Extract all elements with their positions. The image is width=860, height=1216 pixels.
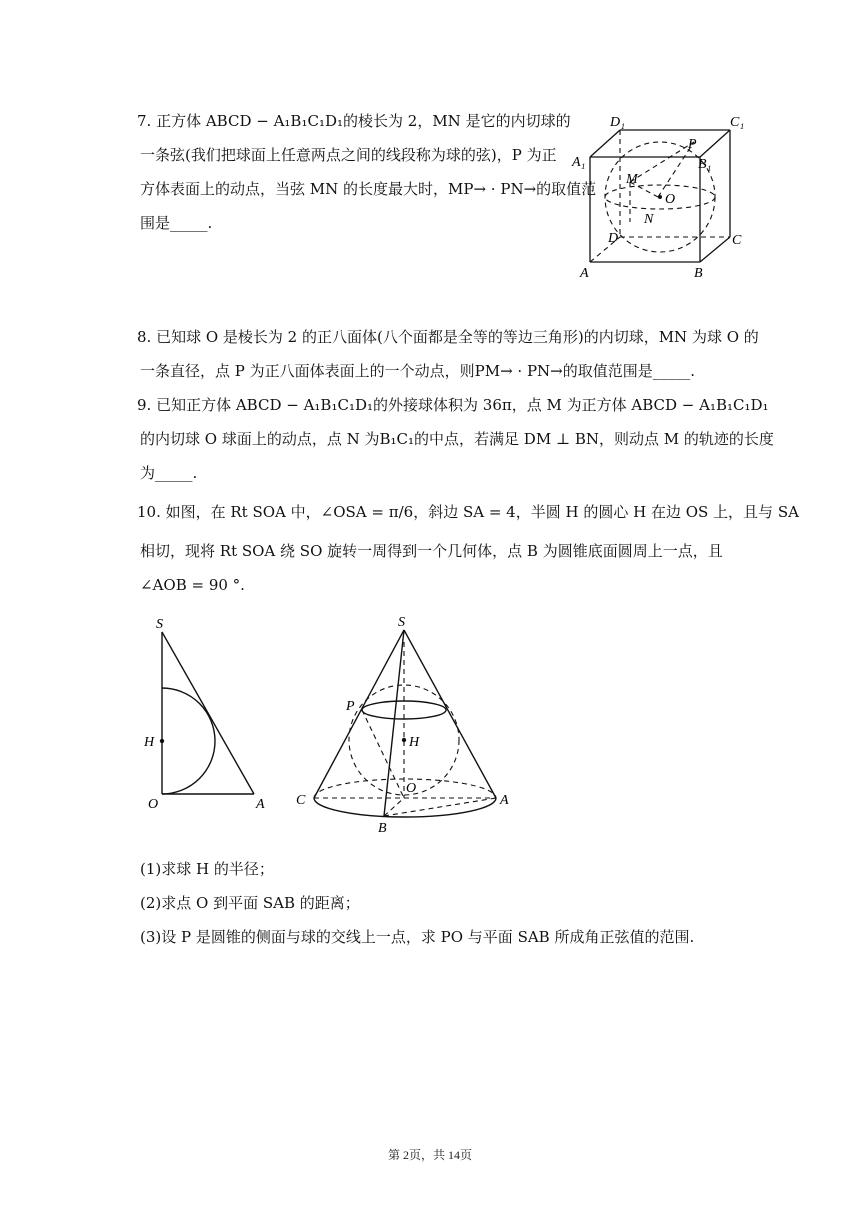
triangle-figure	[140, 612, 280, 812]
q10-line3: ∠AOB = 90 °.	[140, 576, 245, 594]
cube-label-C1: C₁	[730, 115, 745, 130]
cube-label-P: P	[688, 137, 697, 152]
cone-label-B: B	[378, 821, 387, 836]
cube-label-M: M	[626, 172, 638, 187]
cube-label-B: B	[694, 266, 703, 281]
tri-label-S: S	[156, 617, 163, 632]
q7-line1: 7. 正方体 ABCD − A₁B₁C₁D₁的棱长为 2，MN 是它的内切球的	[137, 112, 571, 130]
q10-sub2: (2)求点 O 到平面 SAB 的距离；	[140, 894, 360, 912]
cube-label-D1: D₁	[610, 115, 625, 130]
cube-label-A: A	[580, 266, 589, 281]
tri-label-A: A	[256, 797, 265, 812]
cone-label-P: P	[346, 699, 355, 714]
cone-figure	[290, 612, 530, 837]
cube-label-C: C	[732, 233, 742, 248]
q10-line2: 相切，现将 Rt SOA 绕 SO 旋转一周得到一个几何体，点 B 为圆锥底面圆周上一点，且	[140, 542, 723, 560]
cone-label-C: C	[296, 793, 306, 808]
cone-label-S: S	[398, 615, 405, 630]
q8-line1: 8. 已知球 O 是棱长为 2 的正八面体(八个面都是全等的等边三角形)的内切球，MN 为球 O 的	[137, 328, 759, 346]
q9-line3: 为_____.	[140, 464, 198, 482]
q7-line2: 一条弦(我们把球面上任意两点之间的线段称为球的弦)，P 为正	[140, 146, 557, 164]
q8-line2: 一条直径，点 P 为正八面体表面上的一个动点，则PM→ · PN→的取值范围是_____.	[140, 362, 696, 380]
cone-label-A: A	[500, 793, 509, 808]
cube-label-B1: B₁	[698, 157, 712, 172]
cube-label-D: D	[608, 231, 619, 246]
tri-label-H: H	[144, 735, 155, 750]
page-footer: 第 2页，共 14页	[387, 1148, 472, 1162]
cube-figure	[570, 112, 760, 287]
cone-label-O: O	[406, 781, 417, 796]
cube-label-N: N	[644, 212, 654, 227]
q9-line1: 9. 已知正方体 ABCD − A₁B₁C₁D₁的外接球体积为 36π，点 M 为正方体 ABCD − A₁B₁C₁D₁	[137, 396, 769, 414]
q10-sub3: (3)设 P 是圆锥的侧面与球的交线上一点，求 PO 与平面 SAB 所成角正弦值的范围.	[140, 928, 695, 946]
q10-line1: 10. 如图，在 Rt SOA 中，∠OSA = π/6，斜边 SA = 4，半圆 H 的圆心 H 在边 OS 上，且与 SA	[137, 503, 799, 521]
q9-line2: 的内切球 O 球面上的动点，点 N 为B₁C₁的中点，若满足 DM ⊥ BN，则动点 M 的轨迹的长度	[140, 430, 774, 448]
q7-line3: 方体表面上的动点，当弦 MN 的长度最大时，MP→ · PN→的取值范	[140, 180, 597, 198]
tri-label-O: O	[148, 797, 159, 812]
q10-sub1: (1)求球 H 的半径；	[140, 860, 274, 878]
cube-label-O: O	[665, 192, 676, 207]
q7-line4: 围是_____.	[140, 214, 213, 232]
cone-label-H: H	[409, 735, 420, 750]
cube-label-A1: A₁	[572, 155, 586, 170]
